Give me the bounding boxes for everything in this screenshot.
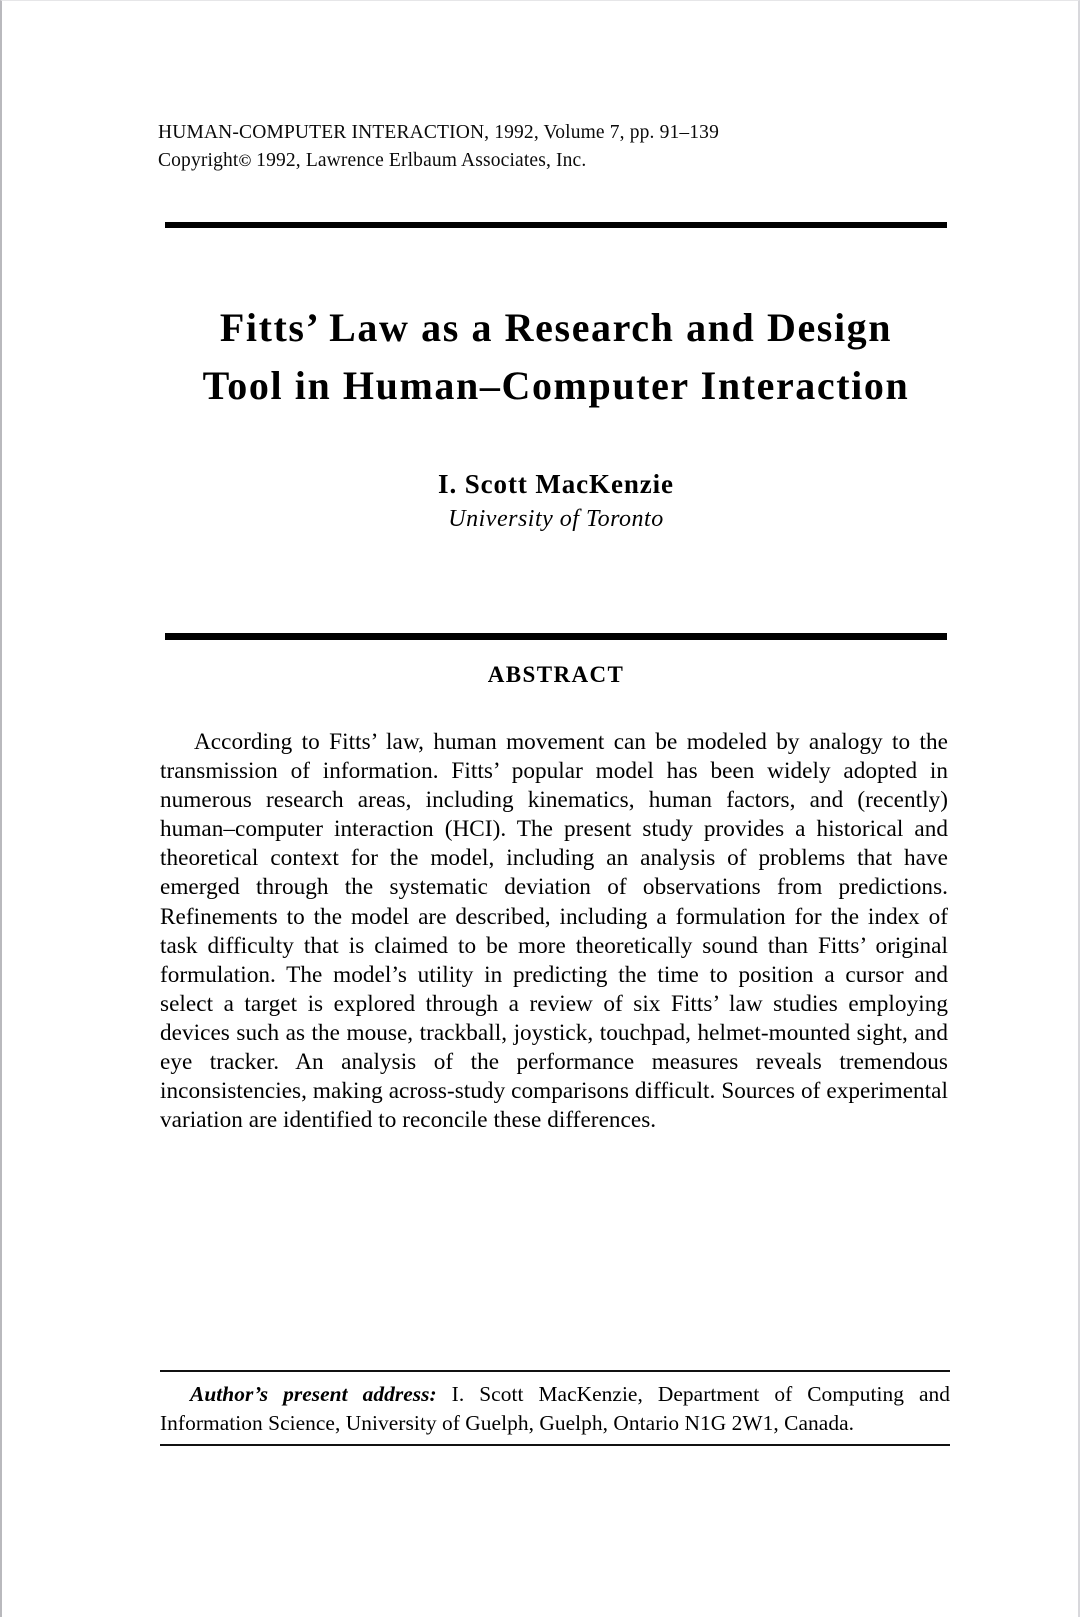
title-line-2: Tool in Human–Computer Interaction	[202, 363, 910, 408]
footnote-rule-bottom	[160, 1444, 950, 1446]
abstract-heading: ABSTRACT	[487, 662, 625, 687]
footnote-text	[160, 1372, 950, 1440]
author-block	[142, 467, 970, 535]
copyright-symbol-icon: ©	[238, 151, 252, 170]
journal-citation-line: HUMAN-COMPUTER INTERACTION, 1992, Volume 7, pp. 91–139	[158, 122, 719, 143]
copyright-line	[158, 147, 958, 175]
author-name: I. Scott MacKenzie	[438, 469, 674, 499]
copyright-holder: 1992, Lawrence Erlbaum Associates, Inc.	[251, 150, 587, 171]
divider-rule-second	[165, 633, 947, 640]
footnote-address: I. Scott MacKenzie, Department of Computing and Information Science, University of Guelph, Guelph, Ontario N1G 2W1, Canada.	[160, 1382, 950, 1435]
title-line-1: Fitts’ Law as a Research and Design	[219, 305, 893, 350]
page-title	[142, 299, 970, 415]
abstract-body: According to Fitts’ law, human movement can be modeled by analogy to the transmission of information. Fitts’ popular model has been widely adopted in numerous research areas, including kinematics, human factors, and (recently) human–computer interaction (HCI). The present study provides a historical and theoretical context for the model, including an analysis of problems that have emerged through the systematic deviation of observations from predictions. Refinements to the model are described, including a formulation for the index of task difficulty that is claimed to be more theoretically sound than Fitts’ original formulation. The model’s utility in predicting the time to position a cursor and select a target is explored through a review of six Fitts’ law studies employing devices such as the mouse, trackball, joystick, touchpad, helmet-mounted sight, and eye tracker. An analysis of the performance measures reveals tremendous inconsistencies, making across-study comparisons difficult. Sources of experimental variation are identified to reconcile these differences.	[160, 729, 948, 1134]
footnote-label: Author’s present address:	[190, 1382, 437, 1406]
journal-running-head	[158, 119, 958, 175]
author-affiliation: University of Toronto	[448, 506, 664, 532]
divider-rule-top	[165, 222, 947, 228]
footnote-block	[160, 1370, 950, 1446]
copyright-prefix: Copyright	[158, 150, 239, 171]
